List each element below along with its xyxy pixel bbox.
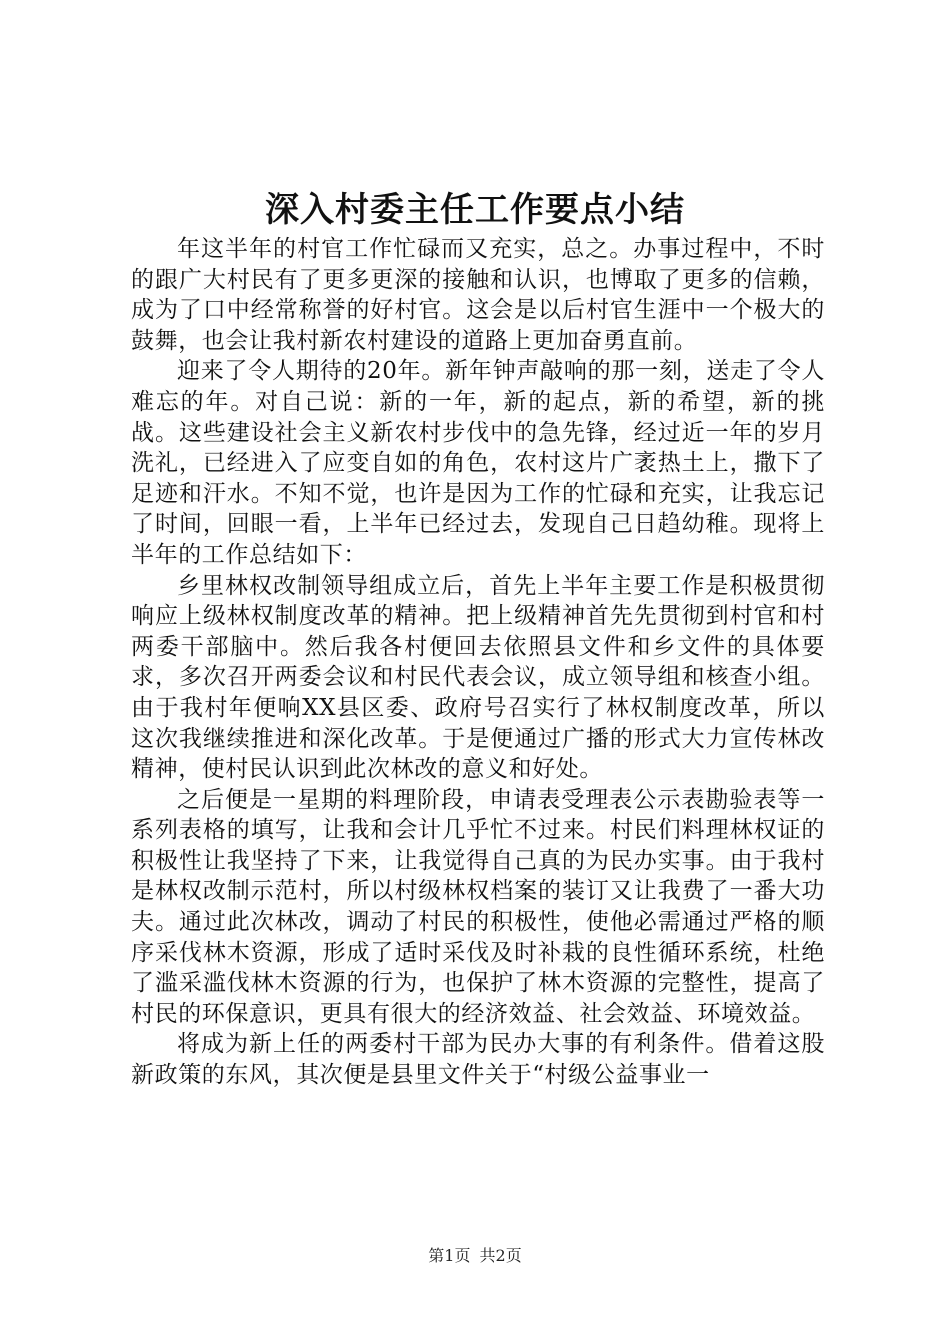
paragraph-1: 年这半年的村官工作忙碌而又充实，总之。办事过程中，不时的跟广大村民有了更多更深的接触和认识，也博取了更多的信赖，成为了口中经常称誉的好村官。这会是以后村官生涯中一个极大的鼓舞，也会让我村新农村建设的道路上更加奋勇直前。 xyxy=(131,236,825,354)
document-title: 深入村委主任工作要点小结 xyxy=(265,190,685,230)
page-total: 共2页 xyxy=(479,1246,522,1265)
document-body xyxy=(131,234,825,1091)
page-footer xyxy=(0,1246,950,1266)
paragraph-5: 将成为新上任的两委村干部为民办大事的有利条件。借着这股新政策的东风，其次便是县里文件关于“村级公益事业一 xyxy=(131,1031,825,1089)
paragraph-2: 迎来了令人期待的20年。新年钟声敲响的那一刻，送走了令人难忘的年。对自己说：新的一年，新的起点，新的希望，新的挑战。这些建设社会主义新农村步伐中的急先锋，经过近一年的岁月洗礼，已经进入了应变自如的角色，农村这片广袤热土上，撒下了足迹和汗水。不知不觉，也许是因为工作的忙碌和充实，让我忘记了时间，回眼一看，上半年已经过去，发现自己日趋幼稚。现将上半年的工作总结如下： xyxy=(131,358,825,568)
paragraph-4: 之后便是一星期的料理阶段，申请表受理表公示表勘验表等一系列表格的填写，让我和会计几乎忙不过来。村民们料理林权证的积极性让我坚持了下来，让我觉得自己真的为民办实事。由于我村是林权改制示范村，所以村级林权档案的装订又让我费了一番大功夫。通过此次林改，调动了村民的积极性，使他必需通过严格的顺序采伐林木资源，形成了适时采伐及时补栽的良性循环系统，杜绝了滥采滥伐林木资源的行为，也保护了林木资源的完整性，提高了村民的环保意识，更具有很大的经济效益、社会效益、环境效益。 xyxy=(131,786,825,1027)
paragraph-3: 乡里林权改制领导组成立后，首先上半年主要工作是积极贯彻响应上级林权制度改革的精神。把上级精神首先先贯彻到村官和村两委干部脑中。然后我各村便回去依照县文件和乡文件的具体要求，多次召开两委会议和村民代表会议，成立领导组和核查小组。由于我村年便响XX县区委、政府号召实行了林权制度改革，所以这次我继续推进和深化改革。于是便通过广播的形式大力宣传林改精神，使村民认识到此次林改的意义和好处。 xyxy=(131,572,825,783)
page-number: 第1页 xyxy=(428,1246,471,1265)
